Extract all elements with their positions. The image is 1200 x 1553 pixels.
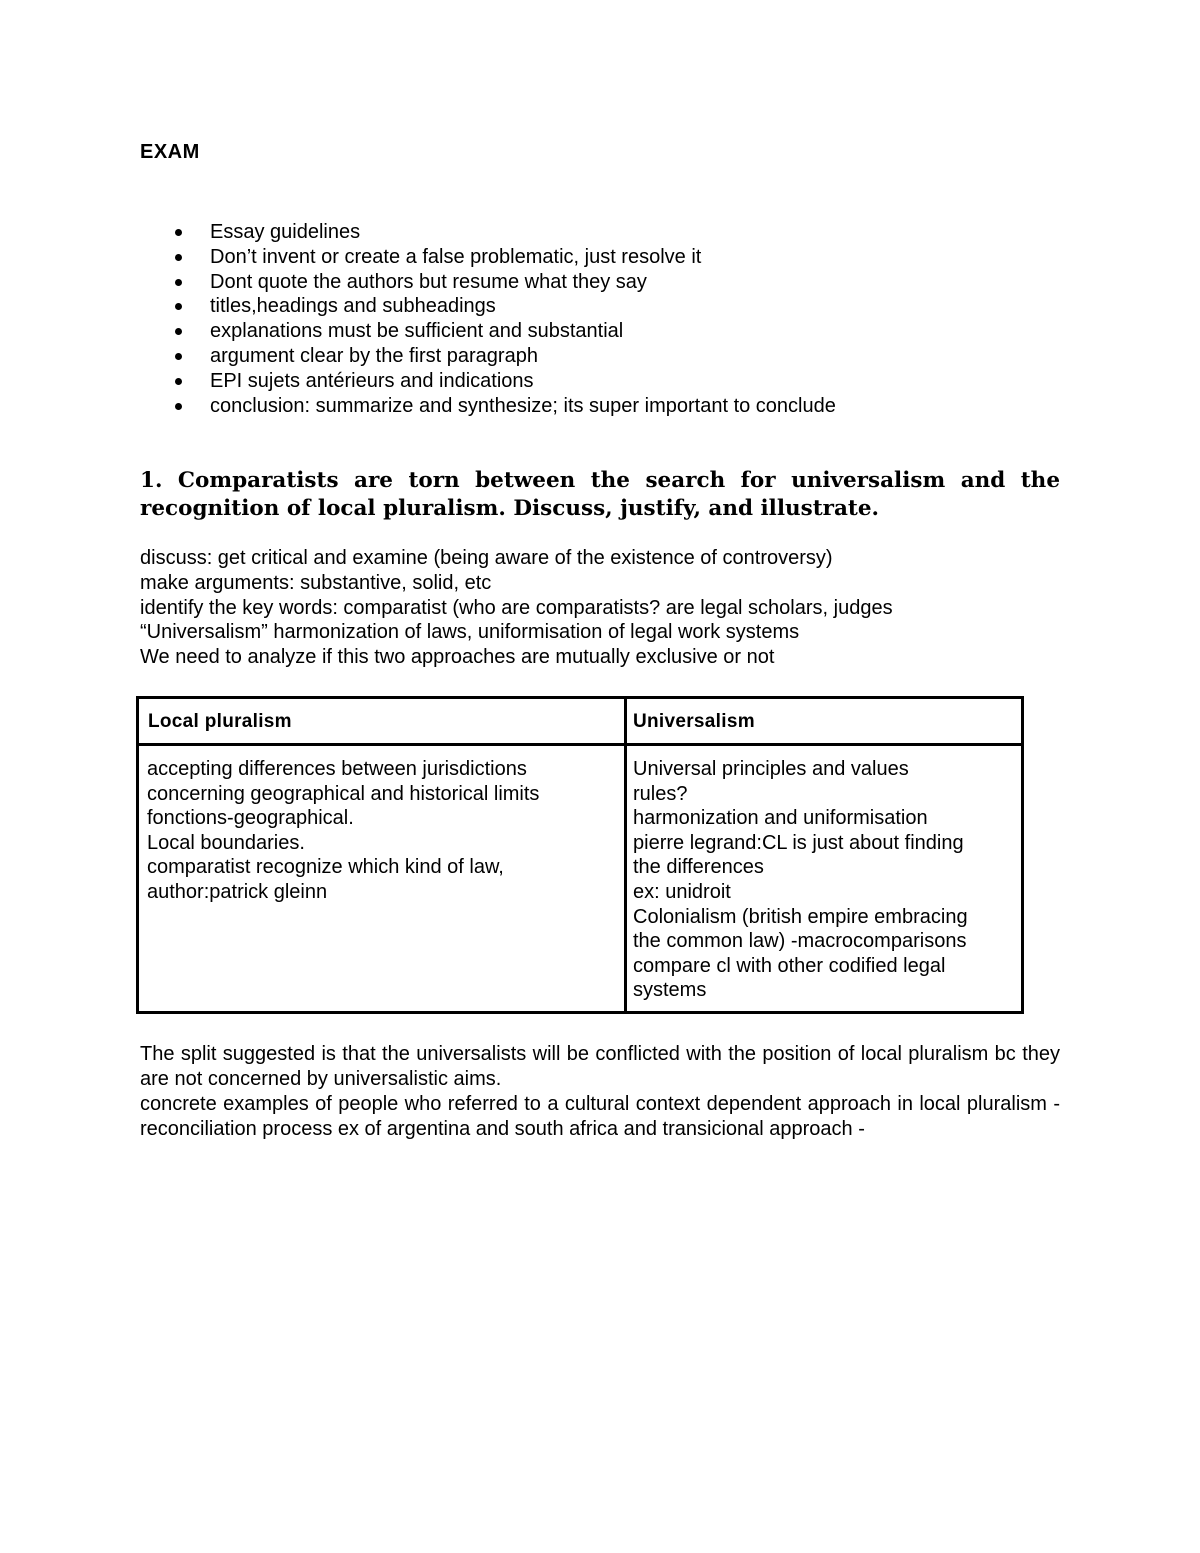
bullet-icon	[175, 279, 182, 286]
guideline-text: Dont quote the authors but resume what they say	[210, 270, 647, 293]
cell-line: concerning geographical and historical limits	[147, 782, 540, 805]
cell-line: rules?	[633, 782, 688, 805]
guideline-text: conclusion: summarize and synthesize; its super important to conclude	[210, 394, 836, 417]
note-line: “Universalism” harmonization of laws, uniformisation of legal work systems	[140, 621, 800, 644]
cell-line: accepting differences between jurisdictions	[147, 758, 527, 780]
guideline-text: explanations must be sufficient and substantial	[210, 320, 624, 343]
list-item	[140, 344, 1060, 369]
list-item	[140, 394, 1060, 419]
cell-line: harmonization and uniformisation	[633, 807, 928, 830]
list-item	[140, 369, 1060, 394]
guideline-text: argument clear by the first paragraph	[210, 344, 538, 367]
guideline-text: Essay guidelines	[210, 221, 361, 243]
question-heading: 1. Comparatists are torn between the search for universalism and the recognition of local pluralism. Discuss, justify, and illustrate.	[140, 468, 1060, 521]
note-line: We need to analyze if this two approaches are mutually exclusive or not	[140, 646, 775, 669]
bullet-icon	[175, 229, 182, 236]
cell-line: pierre legrand:CL is just about finding	[633, 831, 964, 854]
table-header-divider	[139, 743, 1021, 746]
page-title: EXAM	[140, 141, 200, 163]
table-header-local-pluralism: Local pluralism	[148, 711, 292, 732]
bullet-icon	[175, 254, 182, 261]
list-item	[140, 319, 1060, 344]
note-line: discuss: get critical and examine (being aware of the existence of controversy)	[140, 547, 833, 569]
bullet-icon	[175, 403, 182, 410]
conclusion-paragraph: concrete examples of people who referred to a cultural context dependent approach in local pluralism - reconciliation process ex of argentina and south africa and transicional approach -	[140, 1093, 1060, 1140]
cell-line: author:patrick gleinn	[147, 880, 328, 903]
guideline-text: EPI sujets antérieurs and indications	[210, 369, 534, 392]
cell-line: Universal principles and values	[633, 758, 909, 780]
cell-line: comparatist recognize which kind of law,	[147, 856, 504, 879]
list-item	[140, 245, 1060, 270]
list-item	[140, 220, 1060, 245]
guideline-text: titles,headings and subheadings	[210, 295, 496, 318]
list-item	[140, 270, 1060, 295]
cell-line: Colonialism (british empire embracing	[633, 905, 968, 928]
guideline-text: Don’t invent or create a false problematic, just resolve it	[210, 245, 702, 268]
universalism-cell	[633, 757, 968, 1003]
cell-line: the differences	[633, 856, 764, 879]
bullet-icon	[175, 328, 182, 335]
cell-line: fonctions-geographical.	[147, 807, 354, 830]
bullet-icon	[175, 353, 182, 360]
cell-line: the common law) -macrocomparisons	[633, 930, 967, 953]
bullet-icon	[175, 378, 182, 385]
cell-line: Local boundaries.	[147, 831, 305, 854]
essay-guidelines-list	[140, 220, 1060, 418]
bullet-icon	[175, 303, 182, 310]
cell-line: ex: unidroit	[633, 880, 731, 903]
cell-line: compare cl with other codified legal	[633, 954, 946, 977]
list-item	[140, 294, 1060, 319]
comparison-table	[136, 696, 1024, 1014]
question-notes	[140, 546, 1060, 670]
note-line: identify the key words: comparatist (who are comparatists? are legal scholars, judges	[140, 596, 893, 619]
local-pluralism-cell	[147, 757, 539, 905]
cell-line: systems	[633, 979, 707, 1002]
conclusion-paragraph: The split suggested is that the universalists will be conflicted with the position of local pluralism bc they are not concerned by universalistic aims.	[140, 1043, 1060, 1090]
table-header-universalism: Universalism	[633, 711, 755, 732]
note-line: make arguments: substantive, solid, etc	[140, 571, 492, 594]
